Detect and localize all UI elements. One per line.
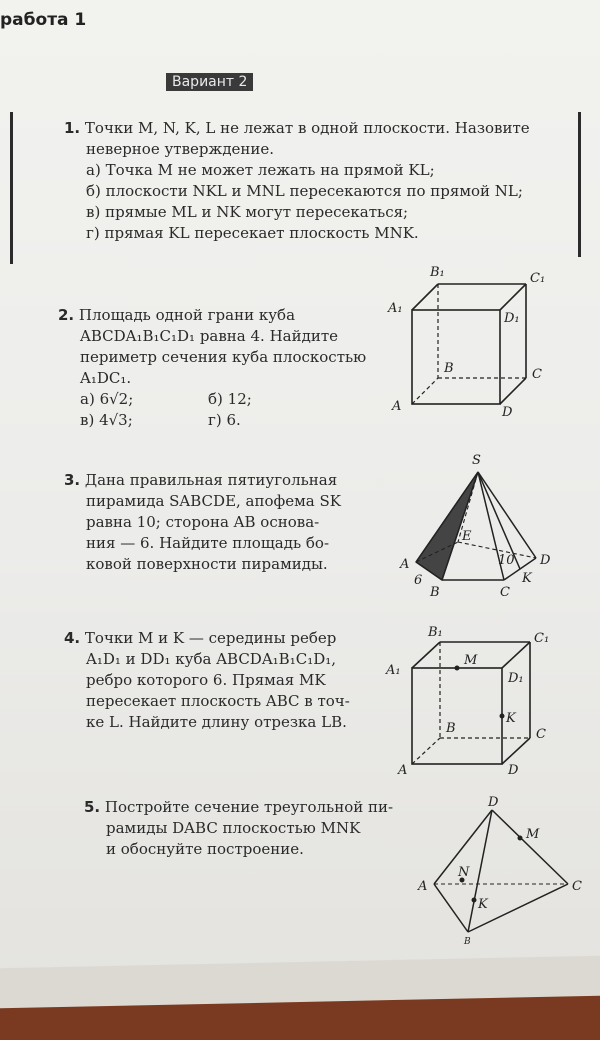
task-option: г) прямая KL пересекает плоскость MNK. (86, 224, 419, 242)
task-5 (84, 797, 404, 860)
task-text-line: Площадь одной грани куба (78, 306, 296, 324)
cube-figure-task2 (384, 262, 584, 422)
task-text-line: периметр сечения куба плоскостью (80, 348, 367, 366)
task-number: 5. (84, 798, 101, 816)
vertex-label: C (536, 727, 546, 742)
task-text-line: Точки M, N, K, L не лежат в одной плоскости. Назовите (84, 119, 530, 137)
task-text-line: равна 10; сторона AB основа- (86, 513, 320, 531)
task-number: 1. (64, 119, 81, 137)
task-text-line: рамиды DABC плоскостью MNK (106, 819, 361, 837)
vertex-label: C (572, 879, 582, 894)
task-option: б) плоскости NKL и MNL пересекаются по прямой NL; (86, 182, 523, 200)
vertex-label: A (400, 557, 410, 572)
margin-bar-left (10, 112, 13, 264)
edge-length-label: 10 (498, 553, 515, 568)
task-option: б) 12; (208, 390, 252, 408)
vertex-label: S (472, 453, 481, 468)
vertex-label: E (462, 529, 472, 544)
vertex-label: B (444, 361, 454, 376)
task-number: 3. (64, 471, 81, 489)
page-header: работа 1 (0, 10, 87, 30)
pyramid-figure-task5 (412, 796, 592, 946)
vertex-label: C₁ (534, 631, 550, 646)
variant-badge: Вариант 2 (166, 73, 253, 91)
point-label: K (506, 711, 516, 726)
vertex-label: D₁ (504, 311, 520, 326)
vertex-label: B₁ (430, 265, 445, 280)
vertex-label: A (418, 879, 428, 894)
vertex-label: D (540, 553, 551, 568)
vertex-label: A₁ (388, 301, 403, 316)
edge-length-label: 6 (414, 573, 423, 588)
task-option: в) прямые ML и NK могут пересекаться; (86, 203, 409, 221)
task-text-line: ке L. Найдите длину отрезка LB. (86, 713, 347, 731)
vertex-label: B (446, 721, 456, 736)
point-label: M (526, 827, 540, 842)
task-option: а) Точка M не может лежать на прямой KL; (86, 161, 435, 179)
task-text-line: пересекает плоскость ABC в точ- (86, 692, 350, 710)
vertex-label: B (464, 937, 471, 946)
vertex-label: D (488, 796, 499, 810)
vertex-label: D (508, 763, 519, 778)
task-2 (58, 305, 388, 431)
task-text-line: неверное утверждение. (86, 140, 275, 158)
task-4 (64, 628, 394, 733)
vertex-label: C (500, 585, 510, 600)
vertex-label: A (398, 763, 408, 778)
task-option: а) 6√2; (80, 390, 134, 408)
vertex-label: C₁ (530, 271, 546, 286)
task-text-line: A₁DC₁. (80, 369, 132, 387)
task-option: в) 4√3; (80, 411, 133, 429)
task-text-line: пирамида SABCDE, апофема SK (86, 492, 341, 510)
task-1 (64, 118, 584, 244)
point-label: K (478, 897, 488, 912)
task-text-line: ребро которого 6. Прямая MK (86, 671, 326, 689)
task-number: 4. (64, 629, 81, 647)
task-text-line: ния — 6. Найдите площадь бо- (86, 534, 330, 552)
task-number: 2. (58, 306, 75, 324)
task-text-line: A₁D₁ и DD₁ куба ABCDA₁B₁C₁D₁, (86, 650, 337, 668)
vertex-label: K (522, 571, 532, 586)
task-text-line: ковой поверхности пирамиды. (86, 555, 328, 573)
point-label: M (464, 653, 478, 668)
vertex-label: D₁ (508, 671, 524, 686)
point-label: N (458, 865, 470, 880)
vertex-label: A₁ (386, 663, 401, 678)
task-text-line: и обоснуйте построение. (106, 840, 304, 858)
vertex-label: B₁ (428, 625, 443, 640)
task-text-line: Постройте сечение треугольной пи- (104, 798, 394, 816)
pyramid-figure-task3 (396, 450, 566, 600)
cube-figure-task4 (382, 622, 582, 782)
task-option: г) 6. (208, 411, 241, 429)
vertex-label: D (502, 405, 513, 420)
task-text-line: Дана правильная пятиугольная (84, 471, 338, 489)
task-text-line: Точки M и K — середины ребер (84, 629, 337, 647)
task-3 (64, 470, 384, 575)
vertex-label: B (430, 585, 440, 600)
task-text-line: ABCDA₁B₁C₁D₁ равна 4. Найдите (80, 327, 339, 345)
vertex-label: C (532, 367, 542, 382)
vertex-label: A (392, 399, 402, 414)
